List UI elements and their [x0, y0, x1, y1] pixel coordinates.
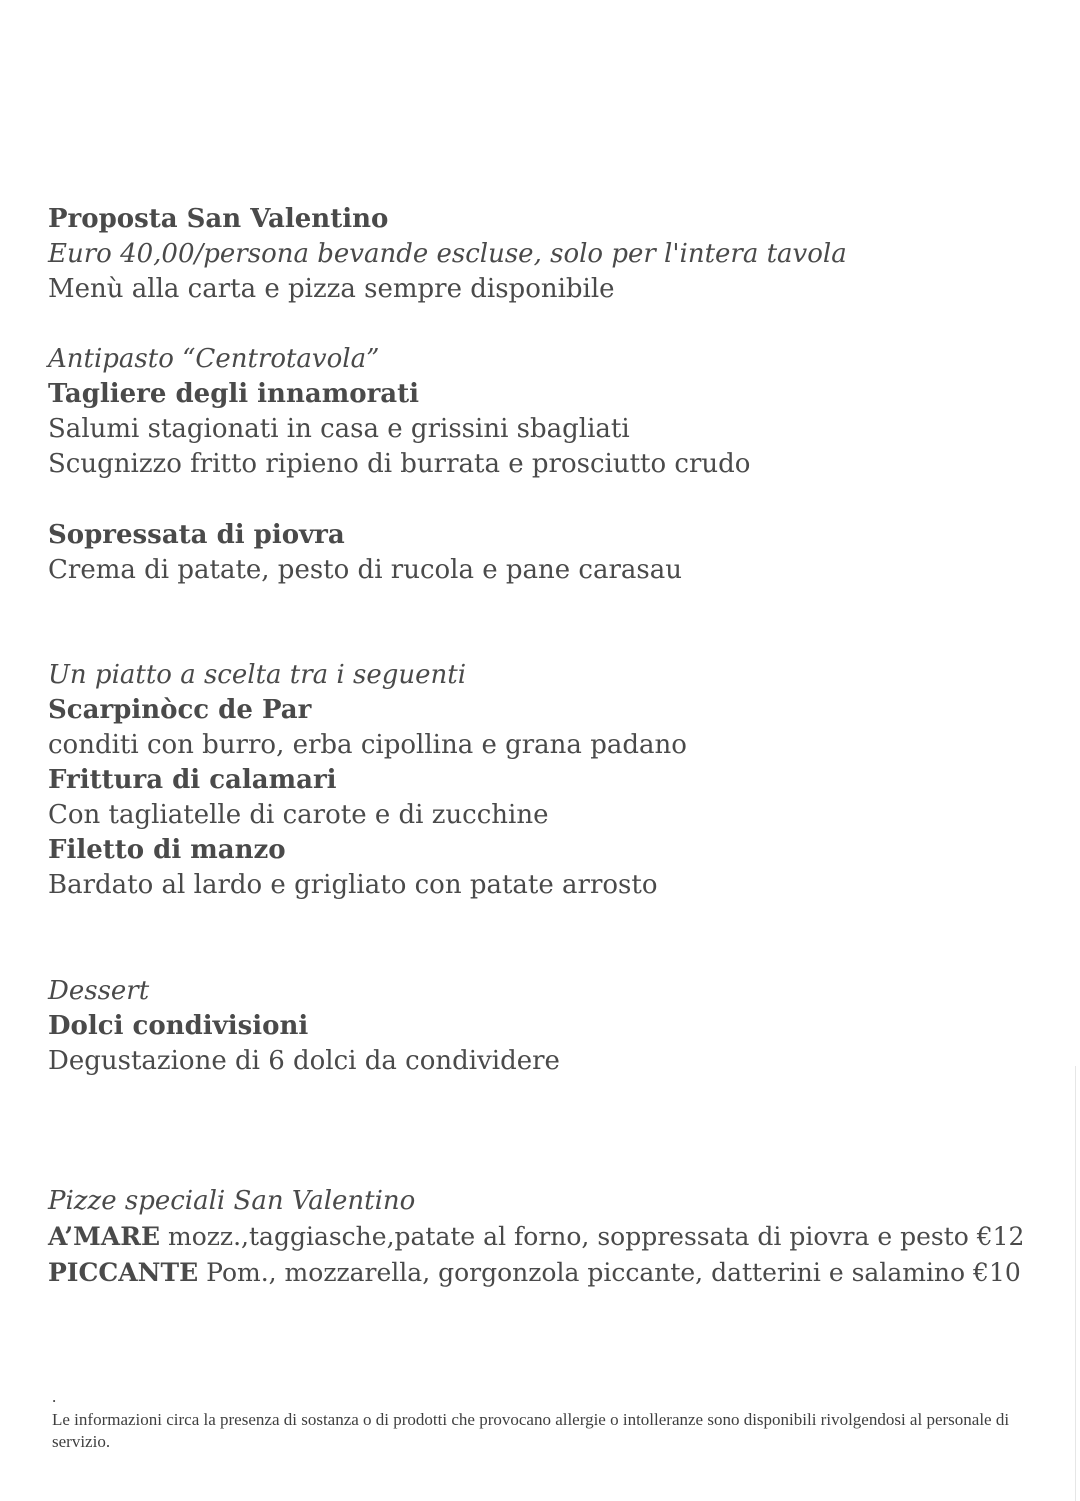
- menu-title: Proposta San Valentino: [48, 204, 389, 234]
- page-edge-divider: [1075, 1066, 1076, 1501]
- dish-name-sopressata: Sopressata di piovra: [48, 520, 345, 550]
- pizza-desc-amare: mozz.,taggiasche,patate al forno, soppressata di piovra e pesto €12: [160, 1222, 1025, 1251]
- main-choice-section-label: Un piatto a scelta tra i seguenti: [48, 660, 467, 690]
- pizza-name-piccante: PICCANTE: [48, 1258, 199, 1287]
- dish-name-scarpinocc: Scarpinòcc de Par: [48, 695, 312, 725]
- pizze-section-label: Pizze speciali San Valentino: [48, 1186, 416, 1216]
- availability-note: Menù alla carta e pizza sempre disponibile: [48, 274, 615, 304]
- dish-desc-tagliere-1: Salumi stagionati in casa e grissini sbagliati: [48, 414, 630, 444]
- allergy-note: Le informazioni circa la presenza di sostanza o di prodotti che provocano allergie o intolleranze sono disponibili rivolgendosi al personale di servizio.: [52, 1410, 1010, 1451]
- dish-desc-scarpinocc: conditi con burro, erba cipollina e grana padano: [48, 730, 687, 760]
- dish-desc-dolci: Degustazione di 6 dolci da condividere: [48, 1046, 560, 1076]
- dish-desc-tagliere-2: Scugnizzo fritto ripieno di burrata e prosciutto crudo: [48, 449, 751, 479]
- price-note: Euro 40,00/persona bevande escluse, solo per l'intera tavola: [48, 239, 847, 269]
- dish-name-filetto: Filetto di manzo: [48, 835, 286, 865]
- pizza-name-amare: A’MARE: [48, 1222, 161, 1251]
- dish-name-dolci: Dolci condivisioni: [48, 1011, 309, 1041]
- dish-desc-sopressata: Crema di patate, pesto di rucola e pane carasau: [48, 555, 683, 585]
- footer-dot: .: [52, 1387, 57, 1406]
- pizza-line-amare: [48, 1219, 1024, 1254]
- dish-desc-frittura: Con tagliatelle di carote e di zucchine: [48, 800, 549, 830]
- antipasto-section-label: Antipasto “Centrotavola”: [48, 344, 380, 374]
- dish-name-tagliere: Tagliere degli innamorati: [48, 379, 419, 409]
- pizza-desc-piccante: Pom., mozzarella, gorgonzola piccante, datterini e salamino €10: [198, 1258, 1021, 1287]
- dessert-section-label: Dessert: [48, 976, 150, 1006]
- pizza-line-piccante: [48, 1255, 1021, 1290]
- dish-desc-filetto: Bardato al lardo e grigliato con patate arrosto: [48, 870, 658, 900]
- dish-name-frittura: Frittura di calamari: [48, 765, 337, 795]
